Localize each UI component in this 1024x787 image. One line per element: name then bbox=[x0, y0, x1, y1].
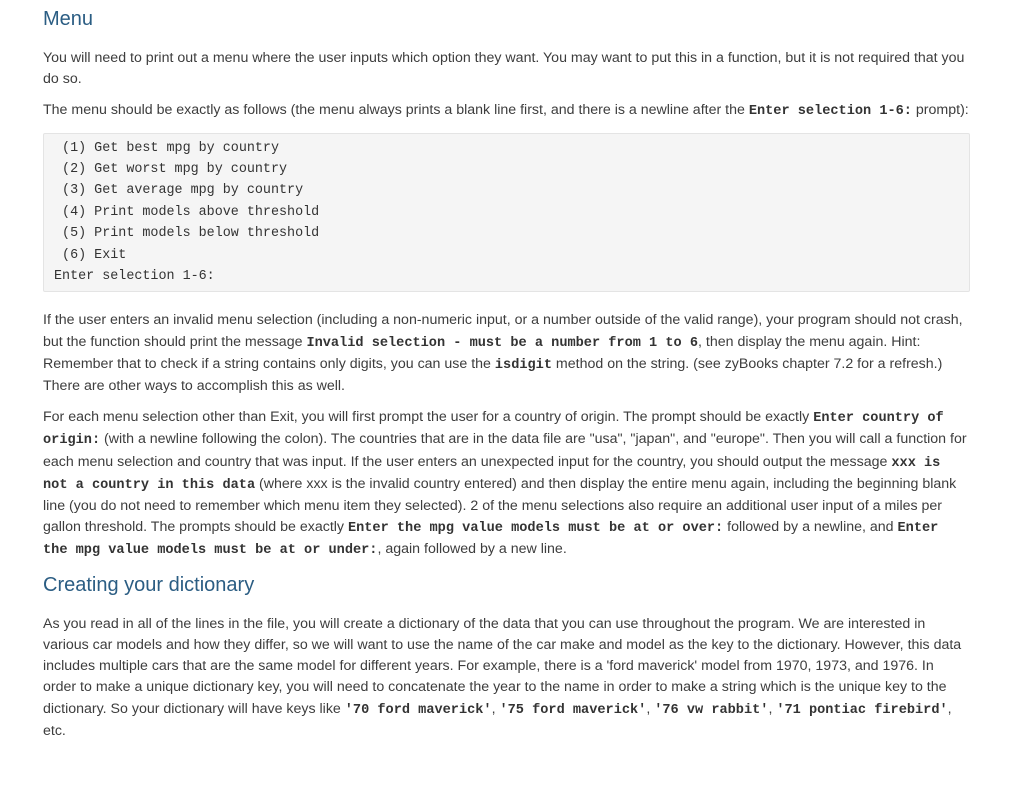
menu-format-text-end: prompt): bbox=[911, 102, 969, 119]
separator-text: , bbox=[491, 700, 500, 717]
menu-code-line: (3) Get average mpg by country bbox=[54, 183, 304, 199]
paragraph-text: , then display the menu again. Hint: Remember that to check if a string contains only digits, you can use the bbox=[43, 333, 921, 372]
invalid-selection-paragraph bbox=[43, 310, 970, 397]
menu-code-line: (2) Get worst mpg by country bbox=[54, 162, 288, 178]
enter-selection-code: Enter selection 1-6: bbox=[748, 104, 912, 120]
paragraph-text: , again followed by a new line. bbox=[377, 541, 567, 558]
invalid-selection-code: Invalid selection - must be a number from 1 to 6 bbox=[306, 335, 699, 351]
isdigit-code: isdigit bbox=[494, 357, 552, 373]
separator-text: , bbox=[646, 700, 655, 717]
paragraph-text: (where xxx is the invalid country entered) and then display the entire menu again, including the beginning blank line (you do not need to remember which menu item they selected). 2 of the menu selections also require an additional user input of a miles per gallon threshold. The prompts should be exactly bbox=[43, 475, 957, 536]
invalid-country-code: xxx is not a country in this data bbox=[43, 455, 941, 493]
dictionary-section-title: Creating your dictionary bbox=[43, 573, 255, 596]
paragraph-text: , etc. bbox=[43, 700, 952, 739]
paragraph-text: For each menu selection other than Exit, you will first prompt the user for a country of origin. The prompt should be exactly bbox=[43, 409, 814, 426]
menu-intro-paragraph: You will need to print out a menu where the user inputs which option they want. You may want to put this in a function, but it is not required that you do so. bbox=[43, 50, 965, 88]
dict-key-code: '71 pontiac firebird' bbox=[776, 702, 948, 718]
menu-code-line: (1) Get best mpg by country bbox=[54, 140, 279, 156]
menu-code-block bbox=[43, 133, 970, 293]
mpg-under-prompt-code: Enter the mpg value models must be at or under: bbox=[43, 521, 939, 559]
menu-format-text: The menu should be exactly as follows (the menu always prints a blank line first, and there is a newline after the bbox=[43, 102, 749, 119]
menu-code-line: (5) Print models below threshold bbox=[54, 226, 320, 242]
mpg-over-prompt-code: Enter the mpg value models must be at or over: bbox=[347, 521, 724, 537]
menu-code-line: (6) Exit bbox=[54, 247, 127, 263]
menu-section-title: Menu bbox=[43, 8, 94, 30]
paragraph-text: method on the string. (see zyBooks chapter 7.2 for a refresh.) There are other ways to accomplish this as well. bbox=[43, 355, 943, 395]
dict-key-code: '76 vw rabbit' bbox=[654, 702, 769, 718]
menu-code-line: Enter selection 1-6: bbox=[54, 269, 215, 285]
paragraph-text: As you read in all of the lines in the file, you will create a dictionary of the data that you can use throughout the program. We are interested in various car models and how they differ, so we will want to use the name of the car make and model as the key to the dictionary. However, this data includes multiple cars that are the same model for different years. For example, there is a 'ford maverick' model from 1970, 1973, and 1976. In order to make a unique dictionary key, you will need to concatenate the year to the name in order to make a string which is the unique key to the dictionary. So your dictionary will have keys like bbox=[43, 615, 962, 717]
dict-key-code: '70 ford maverick' bbox=[344, 702, 492, 718]
menu-format-paragraph bbox=[43, 100, 970, 122]
dict-key-code: '75 ford maverick' bbox=[499, 702, 647, 718]
country-prompt-code: Enter country of origin: bbox=[43, 411, 944, 449]
paragraph-text: If the user enters an invalid menu selection (including a non-numeric input, or a number outside of the valid range), your program should not crash, but the function should print the message bbox=[43, 312, 963, 350]
dictionary-paragraph bbox=[43, 614, 970, 742]
paragraph-text: (with a newline following the colon). The countries that are in the data file are "usa", "japan", and "europe". Then you will call a function for each menu selection and country that was input. If the user enters an unexpected input for the country, you should output the message bbox=[43, 431, 967, 470]
menu-code-line: (4) Print models above threshold bbox=[54, 204, 320, 220]
paragraph-text: followed by a newline, and bbox=[723, 519, 898, 536]
country-prompt-paragraph bbox=[43, 407, 970, 561]
separator-text: , bbox=[768, 700, 777, 717]
